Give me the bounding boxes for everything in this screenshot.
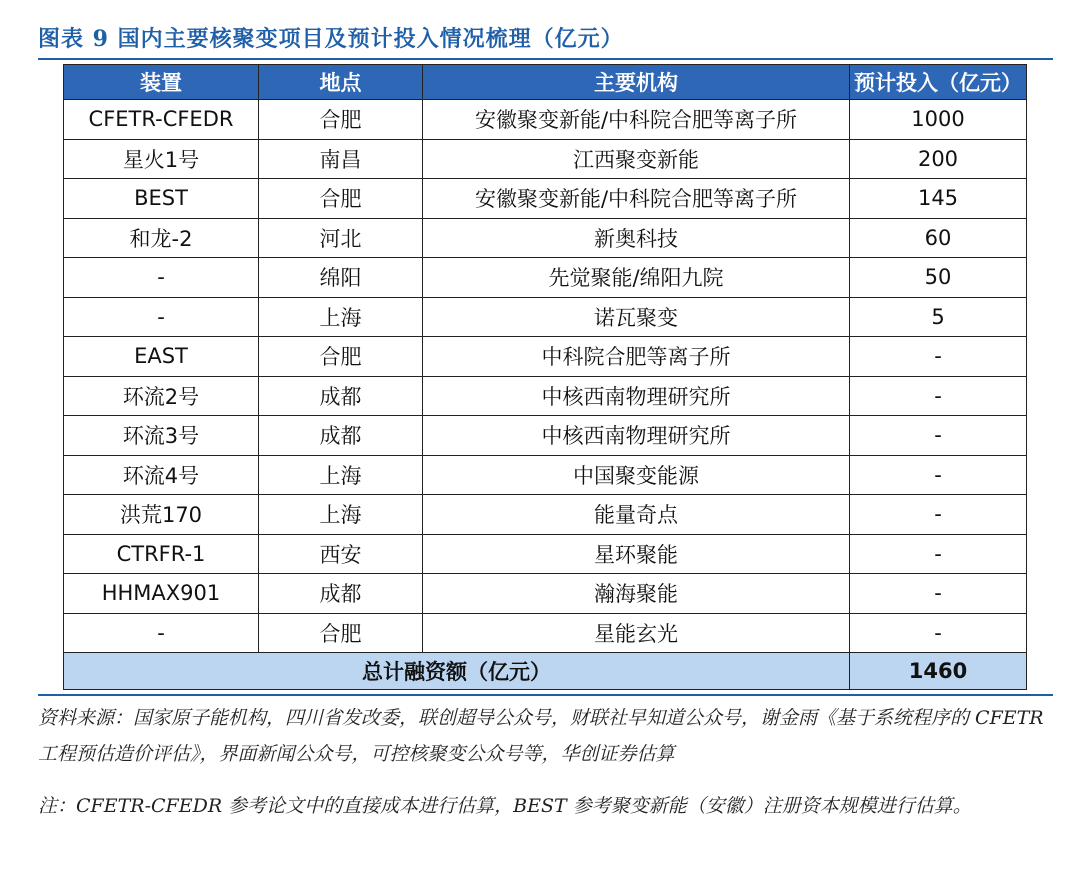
location-cell: 合肥 [259, 100, 423, 140]
investment-cell: - [850, 613, 1027, 653]
table-header-row [64, 65, 1027, 100]
institution-cell: 中核西南物理研究所 [423, 416, 850, 456]
table-row [64, 337, 1027, 377]
figure-title: 图表 9 国内主要核聚变项目及预计投入情况梳理（亿元） [38, 26, 624, 52]
institution-cell: 中国聚变能源 [423, 455, 850, 495]
device-cell: 和龙-2 [64, 218, 259, 258]
table-row [64, 574, 1027, 614]
location-cell: 成都 [259, 416, 423, 456]
fusion-projects-table [63, 64, 1027, 690]
device-cell: EAST [64, 337, 259, 377]
location-cell: 合肥 [259, 613, 423, 653]
location-cell: 上海 [259, 297, 423, 337]
table-row [64, 534, 1027, 574]
table-row [64, 455, 1027, 495]
device-cell: - [64, 297, 259, 337]
investment-cell: 1000 [850, 100, 1027, 140]
source-note: 资料来源：国家原子能机构，四川省发改委，联创超导公众号，财联社早知道公众号，谢金雨《基于系统程序的 CFETR 工程预估造价评估》，界面新闻公众号，可控核聚变公众号等，华创证券估算 [38, 707, 1044, 765]
device-cell: - [64, 613, 259, 653]
device-cell: 环流2号 [64, 376, 259, 416]
device-cell: - [64, 258, 259, 298]
location-cell: 成都 [259, 376, 423, 416]
investment-cell: - [850, 574, 1027, 614]
location-cell: 合肥 [259, 179, 423, 219]
investment-cell: 60 [850, 218, 1027, 258]
header-investment: 预计投入（亿元） [850, 65, 1027, 100]
table-row [64, 258, 1027, 298]
institution-cell: 安徽聚变新能/中科院合肥等离子所 [423, 179, 850, 219]
investment-cell: 200 [850, 139, 1027, 179]
institution-cell: 先觉聚能/绵阳九院 [423, 258, 850, 298]
table-row [64, 139, 1027, 179]
institution-cell: 江西聚变新能 [423, 139, 850, 179]
device-cell: 洪荒170 [64, 495, 259, 535]
location-cell: 成都 [259, 574, 423, 614]
location-cell: 绵阳 [259, 258, 423, 298]
institution-cell: 星环聚能 [423, 534, 850, 574]
device-cell: 环流4号 [64, 455, 259, 495]
device-cell: 星火1号 [64, 139, 259, 179]
location-cell: 西安 [259, 534, 423, 574]
location-cell: 上海 [259, 495, 423, 535]
investment-cell: - [850, 534, 1027, 574]
table-row [64, 100, 1027, 140]
footer-divider [38, 694, 1053, 696]
institution-cell: 能量奇点 [423, 495, 850, 535]
institution-cell: 中科院合肥等离子所 [423, 337, 850, 377]
location-cell: 合肥 [259, 337, 423, 377]
total-value: 1460 [850, 653, 1027, 690]
device-cell: HHMAX901 [64, 574, 259, 614]
investment-cell: - [850, 495, 1027, 535]
investment-cell: 50 [850, 258, 1027, 298]
header-institution: 主要机构 [423, 65, 850, 100]
header-location: 地点 [259, 65, 423, 100]
table-row [64, 218, 1027, 258]
table-row [64, 613, 1027, 653]
investment-cell: - [850, 416, 1027, 456]
device-cell: CTRFR-1 [64, 534, 259, 574]
location-cell: 上海 [259, 455, 423, 495]
table-row [64, 297, 1027, 337]
investment-cell: - [850, 376, 1027, 416]
investment-cell: 145 [850, 179, 1027, 219]
table-row [64, 495, 1027, 535]
header-device: 装置 [64, 65, 259, 100]
institution-cell: 新奥科技 [423, 218, 850, 258]
institution-cell: 诺瓦聚变 [423, 297, 850, 337]
table-row [64, 416, 1027, 456]
institution-cell: 中核西南物理研究所 [423, 376, 850, 416]
device-cell: BEST [64, 179, 259, 219]
table-total-row [64, 653, 1027, 690]
investment-cell: - [850, 337, 1027, 377]
investment-cell: 5 [850, 297, 1027, 337]
table-row [64, 179, 1027, 219]
remark-note: 注：CFETR-CFEDR 参考论文中的直接成本进行估算，BEST 参考聚变新能（安徽）注册资本规模进行估算。 [38, 795, 972, 817]
table-row [64, 376, 1027, 416]
total-label: 总计融资额（亿元） [64, 653, 850, 690]
institution-cell: 安徽聚变新能/中科院合肥等离子所 [423, 100, 850, 140]
device-cell: 环流3号 [64, 416, 259, 456]
institution-cell: 星能玄光 [423, 613, 850, 653]
investment-cell: - [850, 455, 1027, 495]
device-cell: CFETR-CFEDR [64, 100, 259, 140]
title-divider [38, 58, 1053, 60]
institution-cell: 瀚海聚能 [423, 574, 850, 614]
location-cell: 南昌 [259, 139, 423, 179]
location-cell: 河北 [259, 218, 423, 258]
